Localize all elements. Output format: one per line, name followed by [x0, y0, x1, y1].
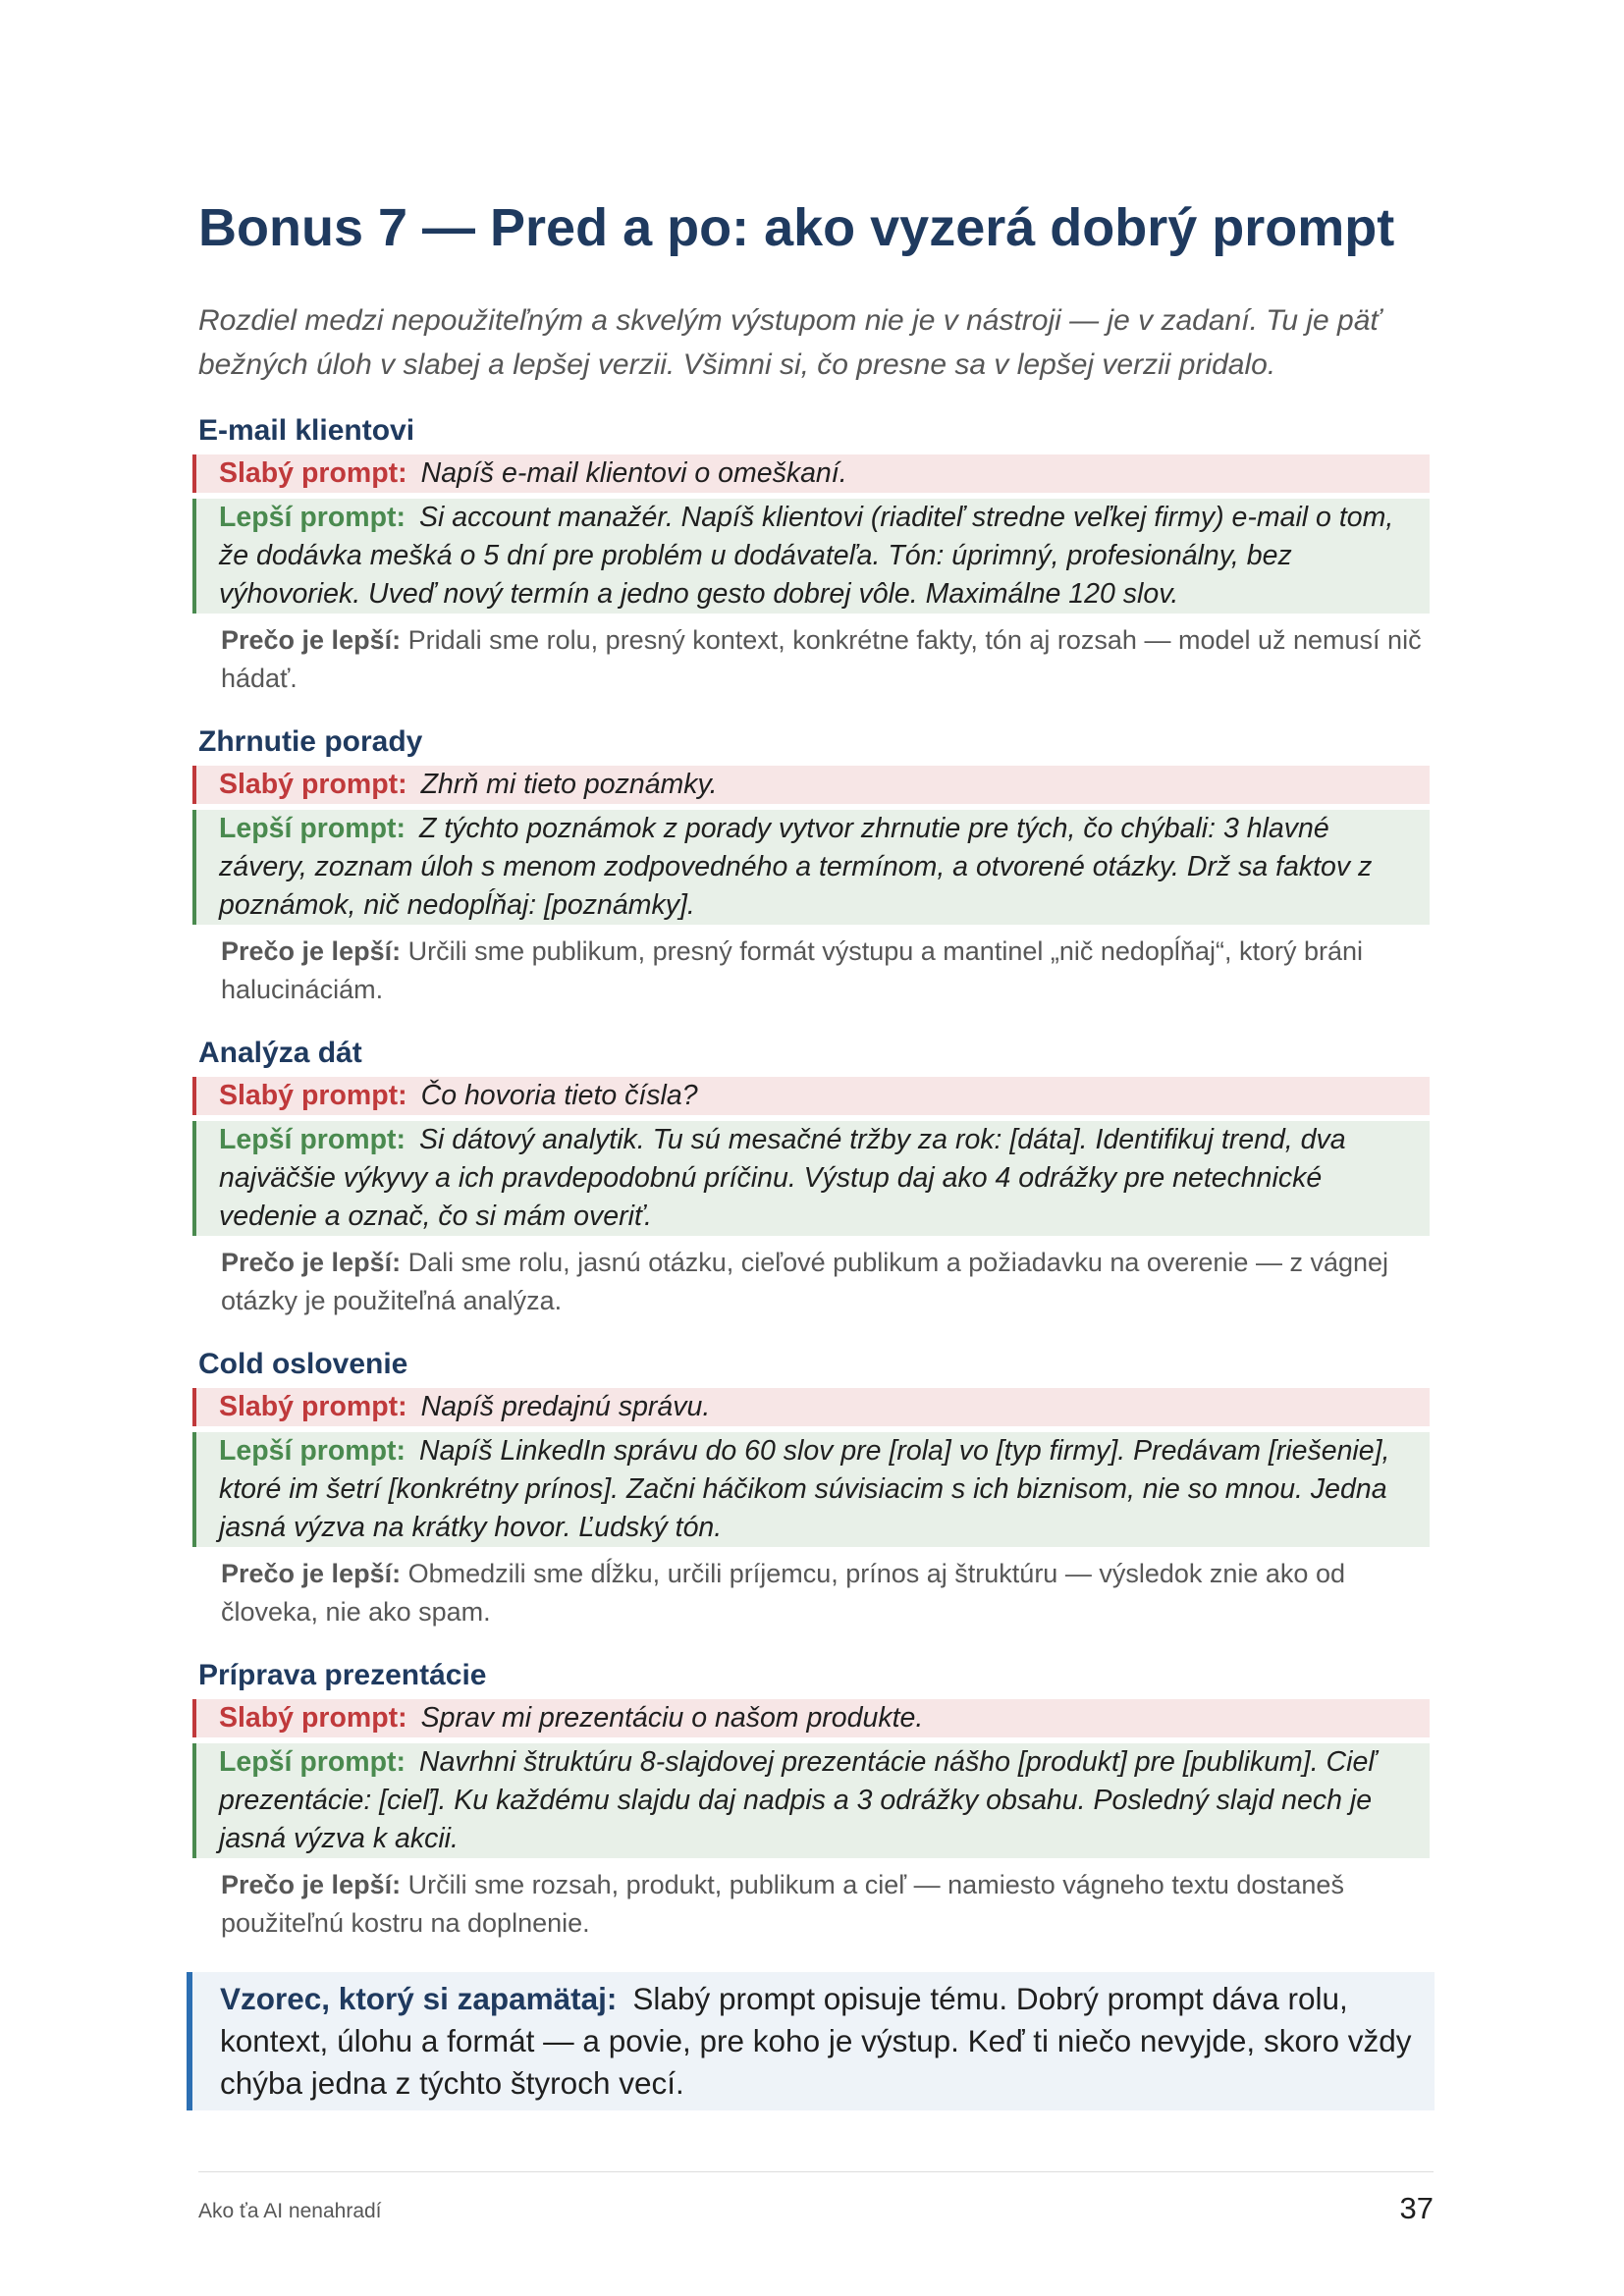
- better-prompt-label: Lepší prompt:: [219, 1435, 406, 1467]
- why-better-text: Určili sme rozsah, produkt, publikum a cieľ — namiesto vágneho textu dostaneš použiteľnú kostru na doplnenie.: [221, 1870, 1344, 1938]
- why-better-note: [198, 925, 1435, 1009]
- why-better-note: [198, 1236, 1435, 1320]
- weak-prompt-label: Slabý prompt:: [219, 457, 407, 489]
- formula-text: Slabý prompt opisuje tému. Dobrý prompt dáva rolu, kontext, úlohu a formát — a povie, pre koho je výstup. Keď ti niečo nevyjde, skoro vždy chýba jedna z týchto štyroch vecí.: [220, 1981, 1412, 2101]
- why-better-text: Obmedzili sme dĺžku, určili príjemcu, prínos aj štruktúru — výsledok znie ako od človeka, nie ako spam.: [221, 1559, 1345, 1627]
- why-better-label: Prečo je lepší:: [221, 1559, 402, 1588]
- weak-prompt-text: Čo hovoria tieto čísla?: [420, 1080, 698, 1111]
- better-prompt-text: Si account manažér. Napíš klientovi (riaditeľ stredne veľkej firmy) e-mail o tom, že dodávka mešká o 5 dní pre problém u dodávateľa. Tón: úprimný, profesionálny, bez výhovoriek. Uveď nový termín a jedno gesto dobrej vôle. Maximálne 120 slov.: [219, 502, 1394, 610]
- weak-prompt-text: Sprav mi prezentáciu o našom produkte.: [420, 1702, 924, 1734]
- formula-callout: [187, 1972, 1435, 2110]
- better-prompt-text: Napíš LinkedIn správu do 60 slov pre [rola] vo [typ firmy]. Predávam [riešenie], ktoré im šetrí [konkrétny prínos]. Začni háčikom súvisiacim s ich biznisom, nie so mnou. Jedna jasná výzva na krátky hovor. Ľudský tón.: [219, 1435, 1390, 1543]
- section-title: Cold oslovenie: [198, 1348, 408, 1380]
- formula-label: Vzorec, ktorý si zapamätaj:: [220, 1981, 618, 2016]
- weak-prompt-box: [192, 1388, 1430, 1426]
- better-prompt-text: Si dátový analytik. Tu sú mesačné tržby za rok: [dáta]. Identifikuj trend, dva najväčšie výkyvy a ich pravdepodobnú príčinu. Výstup daj ako 4 odrážky pre netechnické vedenie a označ, čo si mám overiť.: [219, 1124, 1346, 1232]
- why-better-text: Určili sme publikum, presný formát výstupu a mantinel „nič nedopĺňaj“, ktorý bráni halucináciám.: [221, 936, 1364, 1004]
- better-prompt-box: [192, 810, 1430, 925]
- page-number: 37: [1399, 2191, 1434, 2225]
- why-better-label: Prečo je lepší:: [221, 1870, 402, 1899]
- why-better-text: Pridali sme rolu, presný kontext, konkrétne fakty, tón aj rozsah — model už nemusí nič hádať.: [221, 625, 1422, 693]
- section-email: [198, 412, 1434, 698]
- weak-prompt-box: [192, 1077, 1430, 1115]
- better-prompt-text: Navrhni štruktúru 8-slajdovej prezentácie nášho [produkt] pre [publikum]. Cieľ prezentácie: [cieľ]. Ku každému slajdu daj nadpis a 3 odrážky obsahu. Posledný slajd nech je jasná výzva k akcii.: [219, 1746, 1377, 1854]
- weak-prompt-label: Slabý prompt:: [219, 769, 407, 800]
- weak-prompt-box: [192, 1699, 1430, 1737]
- better-prompt-label: Lepší prompt:: [219, 502, 406, 533]
- better-prompt-label: Lepší prompt:: [219, 1746, 406, 1778]
- better-prompt-label: Lepší prompt:: [219, 813, 406, 844]
- section-meeting-summary: [198, 723, 1434, 1009]
- why-better-note: [198, 1547, 1435, 1631]
- section-title: E-mail klientovi: [198, 414, 415, 447]
- why-better-label: Prečo je lepší:: [221, 1248, 402, 1277]
- weak-prompt-label: Slabý prompt:: [219, 1080, 407, 1111]
- section-title: Analýza dát: [198, 1037, 362, 1069]
- why-better-label: Prečo je lepší:: [221, 625, 402, 655]
- section-title: Príprava prezentácie: [198, 1659, 487, 1691]
- why-better-text: Dali sme rolu, jasnú otázku, cieľové publikum a požiadavku na overenie — z vágnej otázky je použiteľná analýza.: [221, 1248, 1389, 1315]
- weak-prompt-box: [192, 454, 1430, 493]
- weak-prompt-text: Napíš predajnú správu.: [420, 1391, 711, 1422]
- better-prompt-box: [192, 1743, 1430, 1858]
- page-content: [198, 196, 1434, 2110]
- footer-divider: [198, 2171, 1434, 2172]
- better-prompt-box: [192, 499, 1430, 614]
- better-prompt-box: [192, 1121, 1430, 1236]
- weak-prompt-text: Zhrň mi tieto poznámky.: [420, 769, 718, 800]
- why-better-note: [198, 614, 1435, 698]
- section-presentation-prep: [198, 1657, 1434, 1943]
- weak-prompt-label: Slabý prompt:: [219, 1702, 407, 1734]
- footer-book-title: Ako ťa AI nenahradí: [198, 2200, 382, 2222]
- weak-prompt-box: [192, 766, 1430, 804]
- section-cold-outreach: [198, 1346, 1434, 1631]
- better-prompt-box: [192, 1432, 1430, 1547]
- why-better-label: Prečo je lepší:: [221, 936, 402, 966]
- intro-paragraph: Rozdiel medzi nepoužiteľným a skvelým výstupom nie je v nástroji — je v zadaní. Tu je päť bežných úloh v slabej a lepšej verzii. Všimni si, čo presne sa v lepšej verzii pridalo.: [198, 304, 1381, 381]
- section-data-analysis: [198, 1035, 1434, 1320]
- why-better-note: [198, 1858, 1435, 1943]
- page-title: Bonus 7 — Pred a po: ako vyzerá dobrý prompt: [198, 198, 1395, 257]
- weak-prompt-label: Slabý prompt:: [219, 1391, 407, 1422]
- better-prompt-label: Lepší prompt:: [219, 1124, 406, 1155]
- section-title: Zhrnutie porady: [198, 725, 423, 758]
- better-prompt-text: Z týchto poznámok z porady vytvor zhrnutie pre tých, čo chýbali: 3 hlavné závery, zoznam úloh s menom zodpovedného a termínom, a otvorené otázky. Drž sa faktov z poznámok, nič nedopĺňaj: [poznámky].: [219, 813, 1373, 921]
- weak-prompt-text: Napíš e-mail klientovi o omeškaní.: [420, 457, 847, 489]
